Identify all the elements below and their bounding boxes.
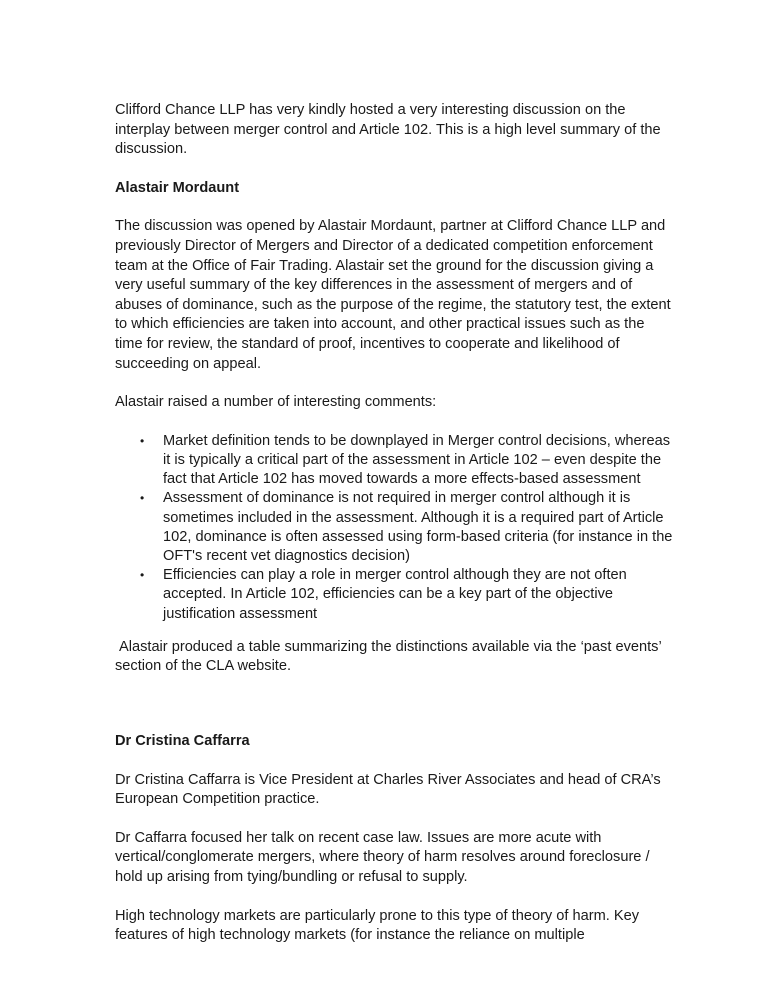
mordaunt-paragraph-comments-intro: Alastair raised a number of interesting comments: — [115, 394, 437, 411]
mordaunt-comments-list — [115, 432, 675, 624]
mordaunt-paragraph-opening: The discussion was opened by Alastair Mordaunt, partner at Clifford Chance LLP and previously Director of Mergers and Director of a dedicated competition enforcement team at the Office of Fair Trading. Alastair set the ground for the discussion giving a very useful summary of the key differences in the assessment of mergers and of abuses of dominance, such as the purpose of the regime, the statutory test, the extent to which efficiencies are taken into account, and other practical issues such as the time for review, the standard of proof, incentives to cooperate and likelihood of succeeding on appeal. — [115, 218, 671, 372]
list-item — [115, 566, 675, 624]
caffarra-paragraph-case-law: Dr Caffarra focused her talk on recent case law. Issues are more acute with vertical/conglomerate mergers, where theory of harm resolves around foreclosure / hold up arising from tying/bundling or refusal to supply. — [115, 829, 650, 885]
list-item-text: Assessment of dominance is not required in merger control although it is sometimes included in the assessment. Although it is a required part of Article 102, dominance is often assessed using form-based criteria (for instance in the OFT's recent vet diagnostics decision) — [163, 490, 673, 564]
list-item-text: Efficiencies can play a role in merger control although they are not often accepted. In Article 102, efficiencies can be a key part of the objective justification assessment — [163, 567, 627, 622]
list-item-text: Market definition tends to be downplayed in Merger control decisions, whereas it is typically a critical part of the assessment in Article 102 – even despite the fact that Article 102 has moved towards a more effects-based assessment — [163, 432, 671, 488]
list-item — [115, 432, 675, 490]
mordaunt-closing-paragraph: Alastair produced a table summarizing the distinctions available via the ‘past events’ section of the CLA website. — [115, 638, 662, 675]
intro-paragraph: Clifford Chance LLP has very kindly hosted a very interesting discussion on the interplay between merger control and Article 102. This is a high level summary of the discussion. — [115, 102, 661, 158]
section-heading-mordaunt: Alastair Mordaunt — [115, 179, 240, 196]
caffarra-paragraph-high-tech: High technology markets are particularly prone to this type of theory of harm. Key features of high technology markets (for instance the reliance on multiple — [115, 907, 640, 944]
section-spacer — [115, 696, 675, 732]
bullet-icon: • — [140, 433, 145, 448]
list-item — [115, 489, 675, 566]
section-heading-caffarra: Dr Cristina Caffarra — [115, 732, 250, 749]
bullet-icon: • — [140, 568, 145, 583]
caffarra-paragraph-bio: Dr Cristina Caffarra is Vice President at Charles River Associates and head of CRA’s European Competition practice. — [115, 771, 661, 808]
document-page — [115, 101, 675, 965]
bullet-icon: • — [140, 491, 145, 506]
